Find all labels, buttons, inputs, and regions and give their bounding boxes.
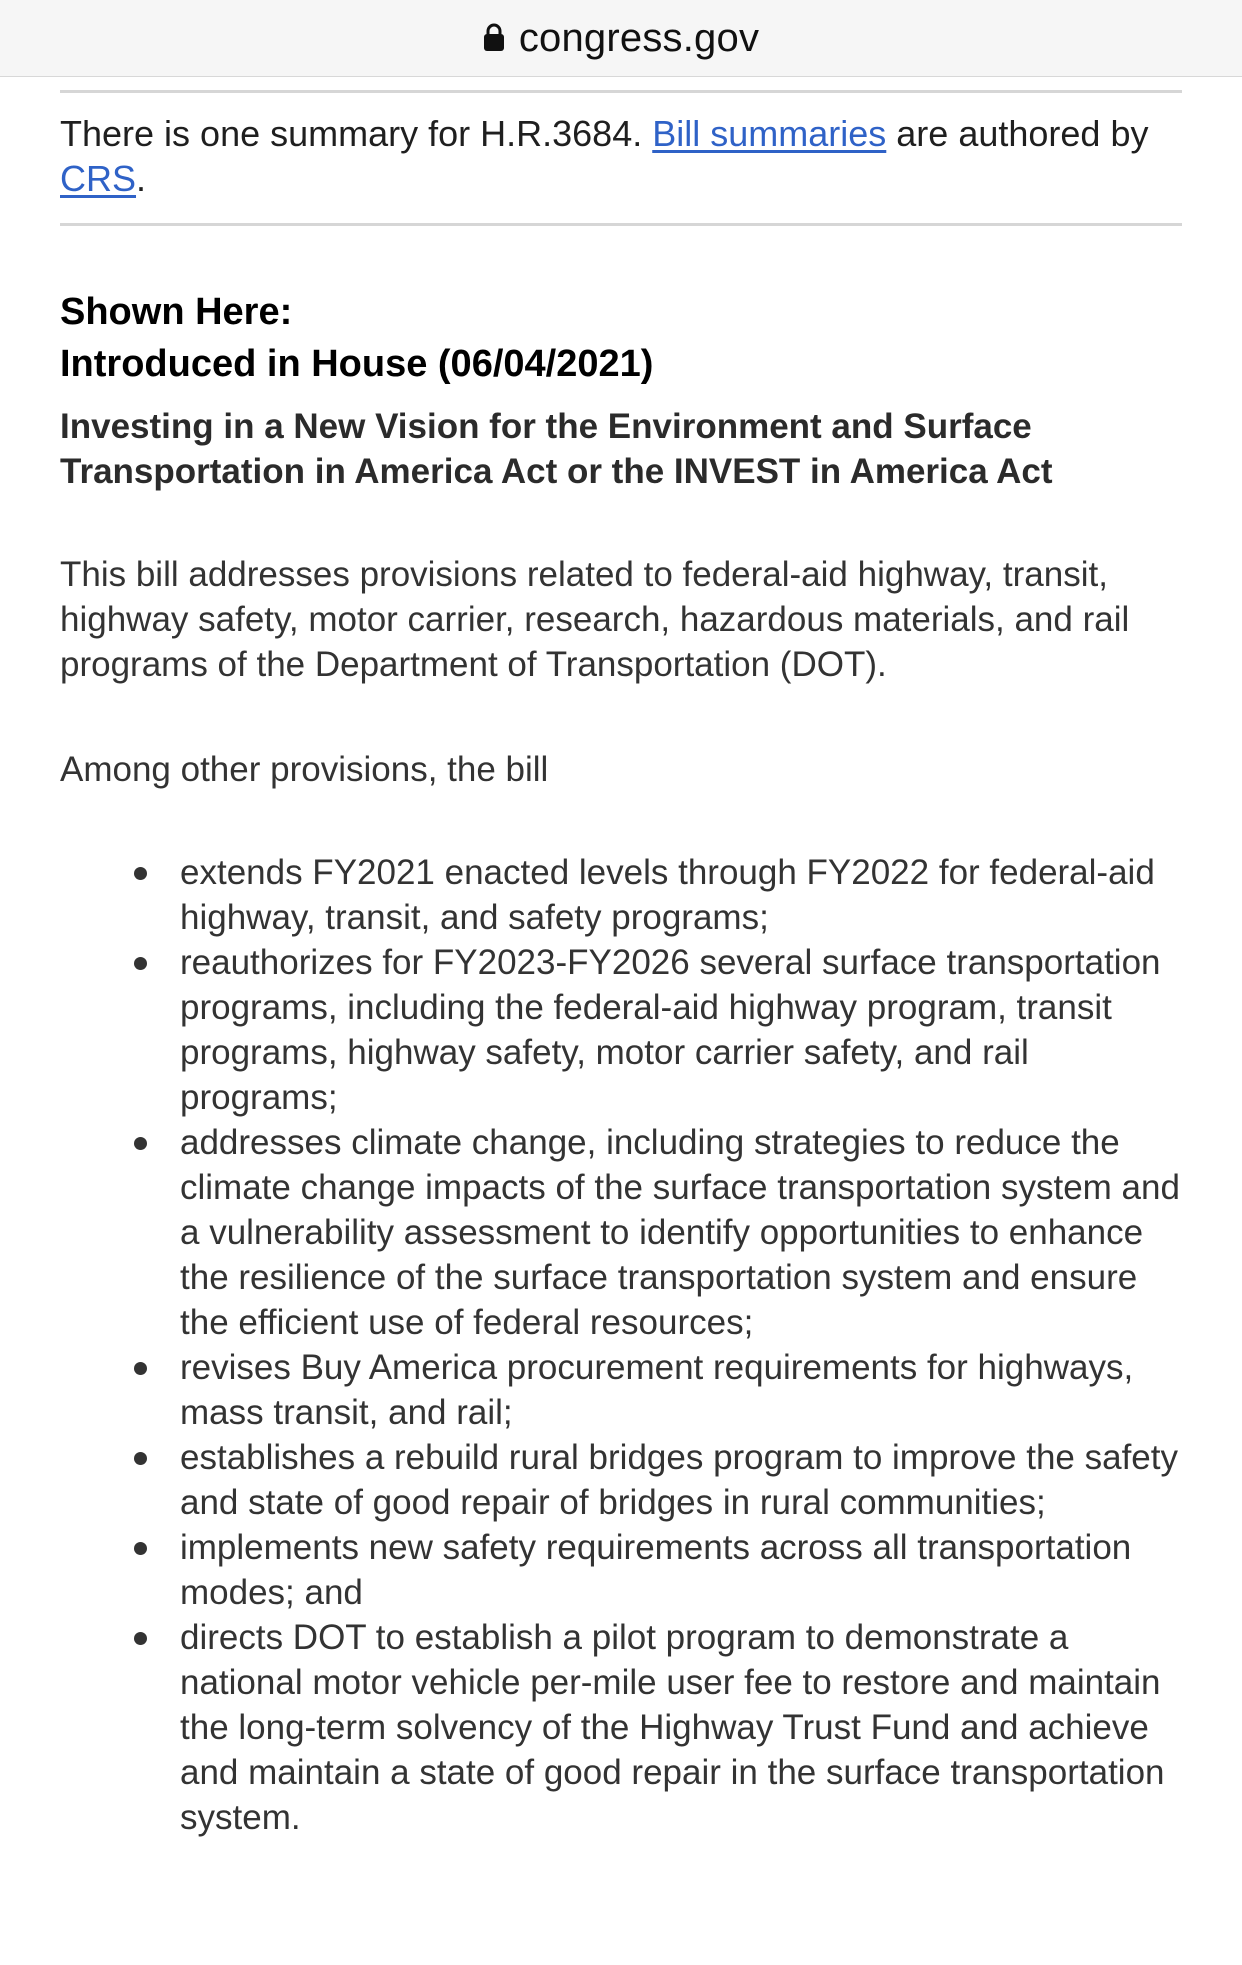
- divider: [60, 90, 1182, 93]
- bullet-icon: [134, 1452, 147, 1465]
- shown-here-label: Shown Here:: [60, 291, 293, 333]
- bullet-icon: [134, 1632, 147, 1645]
- summary-text-end: .: [136, 158, 147, 199]
- divider: [60, 223, 1182, 226]
- list-item: [180, 1120, 1182, 1345]
- shown-here-heading: [60, 286, 1182, 390]
- list-item: [180, 1435, 1182, 1525]
- url-domain: congress.gov: [518, 15, 760, 60]
- bullet-icon: [134, 1137, 147, 1150]
- list-item: [180, 1525, 1182, 1615]
- bullet-icon: [134, 1362, 147, 1375]
- bill-summaries-link[interactable]: Bill summaries: [652, 113, 887, 154]
- bill-version: Introduced in House (06/04/2021): [60, 343, 654, 385]
- bullet-icon: [134, 957, 147, 970]
- list-item: [180, 1615, 1182, 1840]
- provisions-intro: Among other provisions, the bill: [60, 750, 549, 789]
- bullet-icon: [134, 1542, 147, 1555]
- provision-text: extends FY2021 enacted levels through FY2022 for federal-aid highway, transit, and safety programs;: [180, 853, 1155, 937]
- lock-icon: [483, 22, 505, 52]
- provision-text: implements new safety requirements across all transportation modes; and: [180, 1528, 1132, 1612]
- bill-title: Investing in a New Vision for the Environment and Surface Transportation in America Act or the INVEST in America Act: [60, 407, 1053, 491]
- list-item: [180, 1345, 1182, 1435]
- provision-text: reauthorizes for FY2023-FY2026 several surface transportation programs, including the federal-aid highway program, transit programs, highway safety, motor carrier safety, and rail programs;: [180, 943, 1161, 1117]
- bill-summary-content: [60, 76, 1182, 1840]
- summary-text-middle: are authored by: [886, 113, 1149, 154]
- list-item: [180, 940, 1182, 1120]
- address-bar[interactable]: [0, 0, 1242, 77]
- provisions-list: [60, 850, 1182, 1840]
- crs-link[interactable]: CRS: [60, 158, 137, 199]
- provision-text: establishes a rebuild rural bridges program to improve the safety and state of good repair of bridges in rural communities;: [180, 1438, 1178, 1522]
- bullet-icon: [134, 867, 147, 880]
- provision-text: revises Buy America procurement requirements for highways, mass transit, and rail;: [180, 1348, 1134, 1432]
- bill-description: This bill addresses provisions related to federal-aid highway, transit, highway safety, motor carrier, research, hazardous materials, and rail programs of the Department of Transportation (DOT).: [60, 555, 1130, 684]
- summary-count-text: [60, 111, 1182, 201]
- list-item: [180, 850, 1182, 940]
- provision-text: directs DOT to establish a pilot program to demonstrate a national motor vehicle per-mile user fee to restore and maintain the long-term solvency of the Highway Trust Fund and achieve and maintain a state of good repair in the surface transportation system.: [180, 1618, 1165, 1837]
- summary-text-start: There is one summary for H.R.3684.: [60, 113, 653, 154]
- provision-text: addresses climate change, including strategies to reduce the climate change impacts of the surface transportation system and a vulnerability assessment to identify opportunities to enhance the resilience of the surface transportation system and ensure the efficient use of federal resources;: [180, 1123, 1180, 1342]
